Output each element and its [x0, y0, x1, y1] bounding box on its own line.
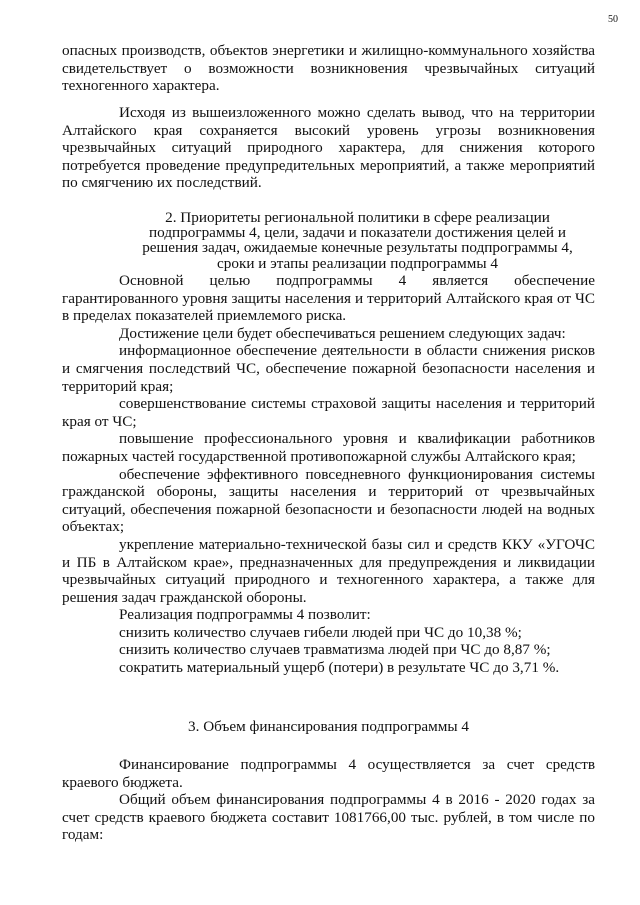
financing-total-paragraph: Общий объем финансирования подпрограммы 4 в 2016 - 2020 годах за счет средств краевого бюджета составит 1081766,00 тыс. рублей, в том числе по годам: — [62, 791, 595, 844]
section-2-heading: 2. Приоритеты региональной политики в сфере реализации подпрограммы 4, цели, задачи и показатели достижения целей и решения задач, ожидаемые конечные результаты подпрограммы 4, сроки и этапы реализации подпрограммы 4 — [142, 209, 573, 272]
goal-paragraph: Основной целью подпрограммы 4 является обеспечение гарантированного уровня защиты населения и территорий Алтайского края от ЧС в пределах показателей приемлемого риска. — [62, 272, 595, 325]
result-item: снизить количество случаев гибели людей при ЧС до 10,38 %; — [119, 623, 522, 641]
tasks-intro: Достижение цели будет обеспечиваться решением следующих задач: — [119, 324, 566, 342]
task-item: совершенствование системы страховой защиты населения и территорий края от ЧС; — [62, 395, 595, 430]
page-number: 50 — [608, 14, 618, 25]
paragraph-top — [62, 42, 595, 95]
section-3-heading: 3. Объем финансирования подпрограммы 4 — [188, 718, 469, 735]
task-item: укрепление материально-технической базы сил и средств ККУ «УГОЧС и ПБ в Алтайском крае», предназначенных для предупреждения и ликвидации чрезвычайных ситуаций природного и техногенного характера, а также для решения задач гражданской обороны. — [62, 535, 595, 606]
results-intro: Реализация подпрограммы 4 позволит: — [119, 606, 371, 624]
paragraph-conclusion — [62, 104, 595, 192]
task-item: повышение профессионального уровня и квалификации работников пожарных частей государственной противопожарной службы Алтайского края; — [62, 430, 595, 465]
section-2-body — [62, 272, 595, 677]
task-item: информационное обеспечение деятельности в области снижения рисков и смягчения последствий ЧС, обеспечение пожарной безопасности населения и территорий края; — [62, 342, 595, 395]
section-3-body — [62, 756, 595, 844]
result-item: сократить материальный ущерб (потери) в результате ЧС до 3,71 %. — [119, 659, 560, 677]
paragraph-text: опасных производств, объектов энергетики и жилищно-коммунального хозяйства свидетельствует о возможности возникновения чрезвычайных ситуаций техногенного характера. — [62, 42, 595, 95]
task-item: обеспечение эффективного повседневного функционирования системы гражданской обороны, защиты населения и территорий от чрезвычайных ситуаций, обеспечения пожарной безопасности и безопасности людей на водных объектах; — [62, 465, 595, 536]
result-item: снизить количество случаев травматизма людей при ЧС до 8,87 %; — [119, 641, 551, 659]
financing-paragraph: Финансирование подпрограммы 4 осуществляется за счет средств краевого бюджета. — [62, 756, 595, 791]
paragraph-text: Исходя из вышеизложенного можно сделать вывод, что на территории Алтайского края сохраняется высокий уровень угрозы возникновения чрезвычайных ситуаций природного характера, для снижения которого потребуется проведение предупредительных мероприятий, а также мероприятий по смягчению их последствий. — [62, 104, 595, 192]
